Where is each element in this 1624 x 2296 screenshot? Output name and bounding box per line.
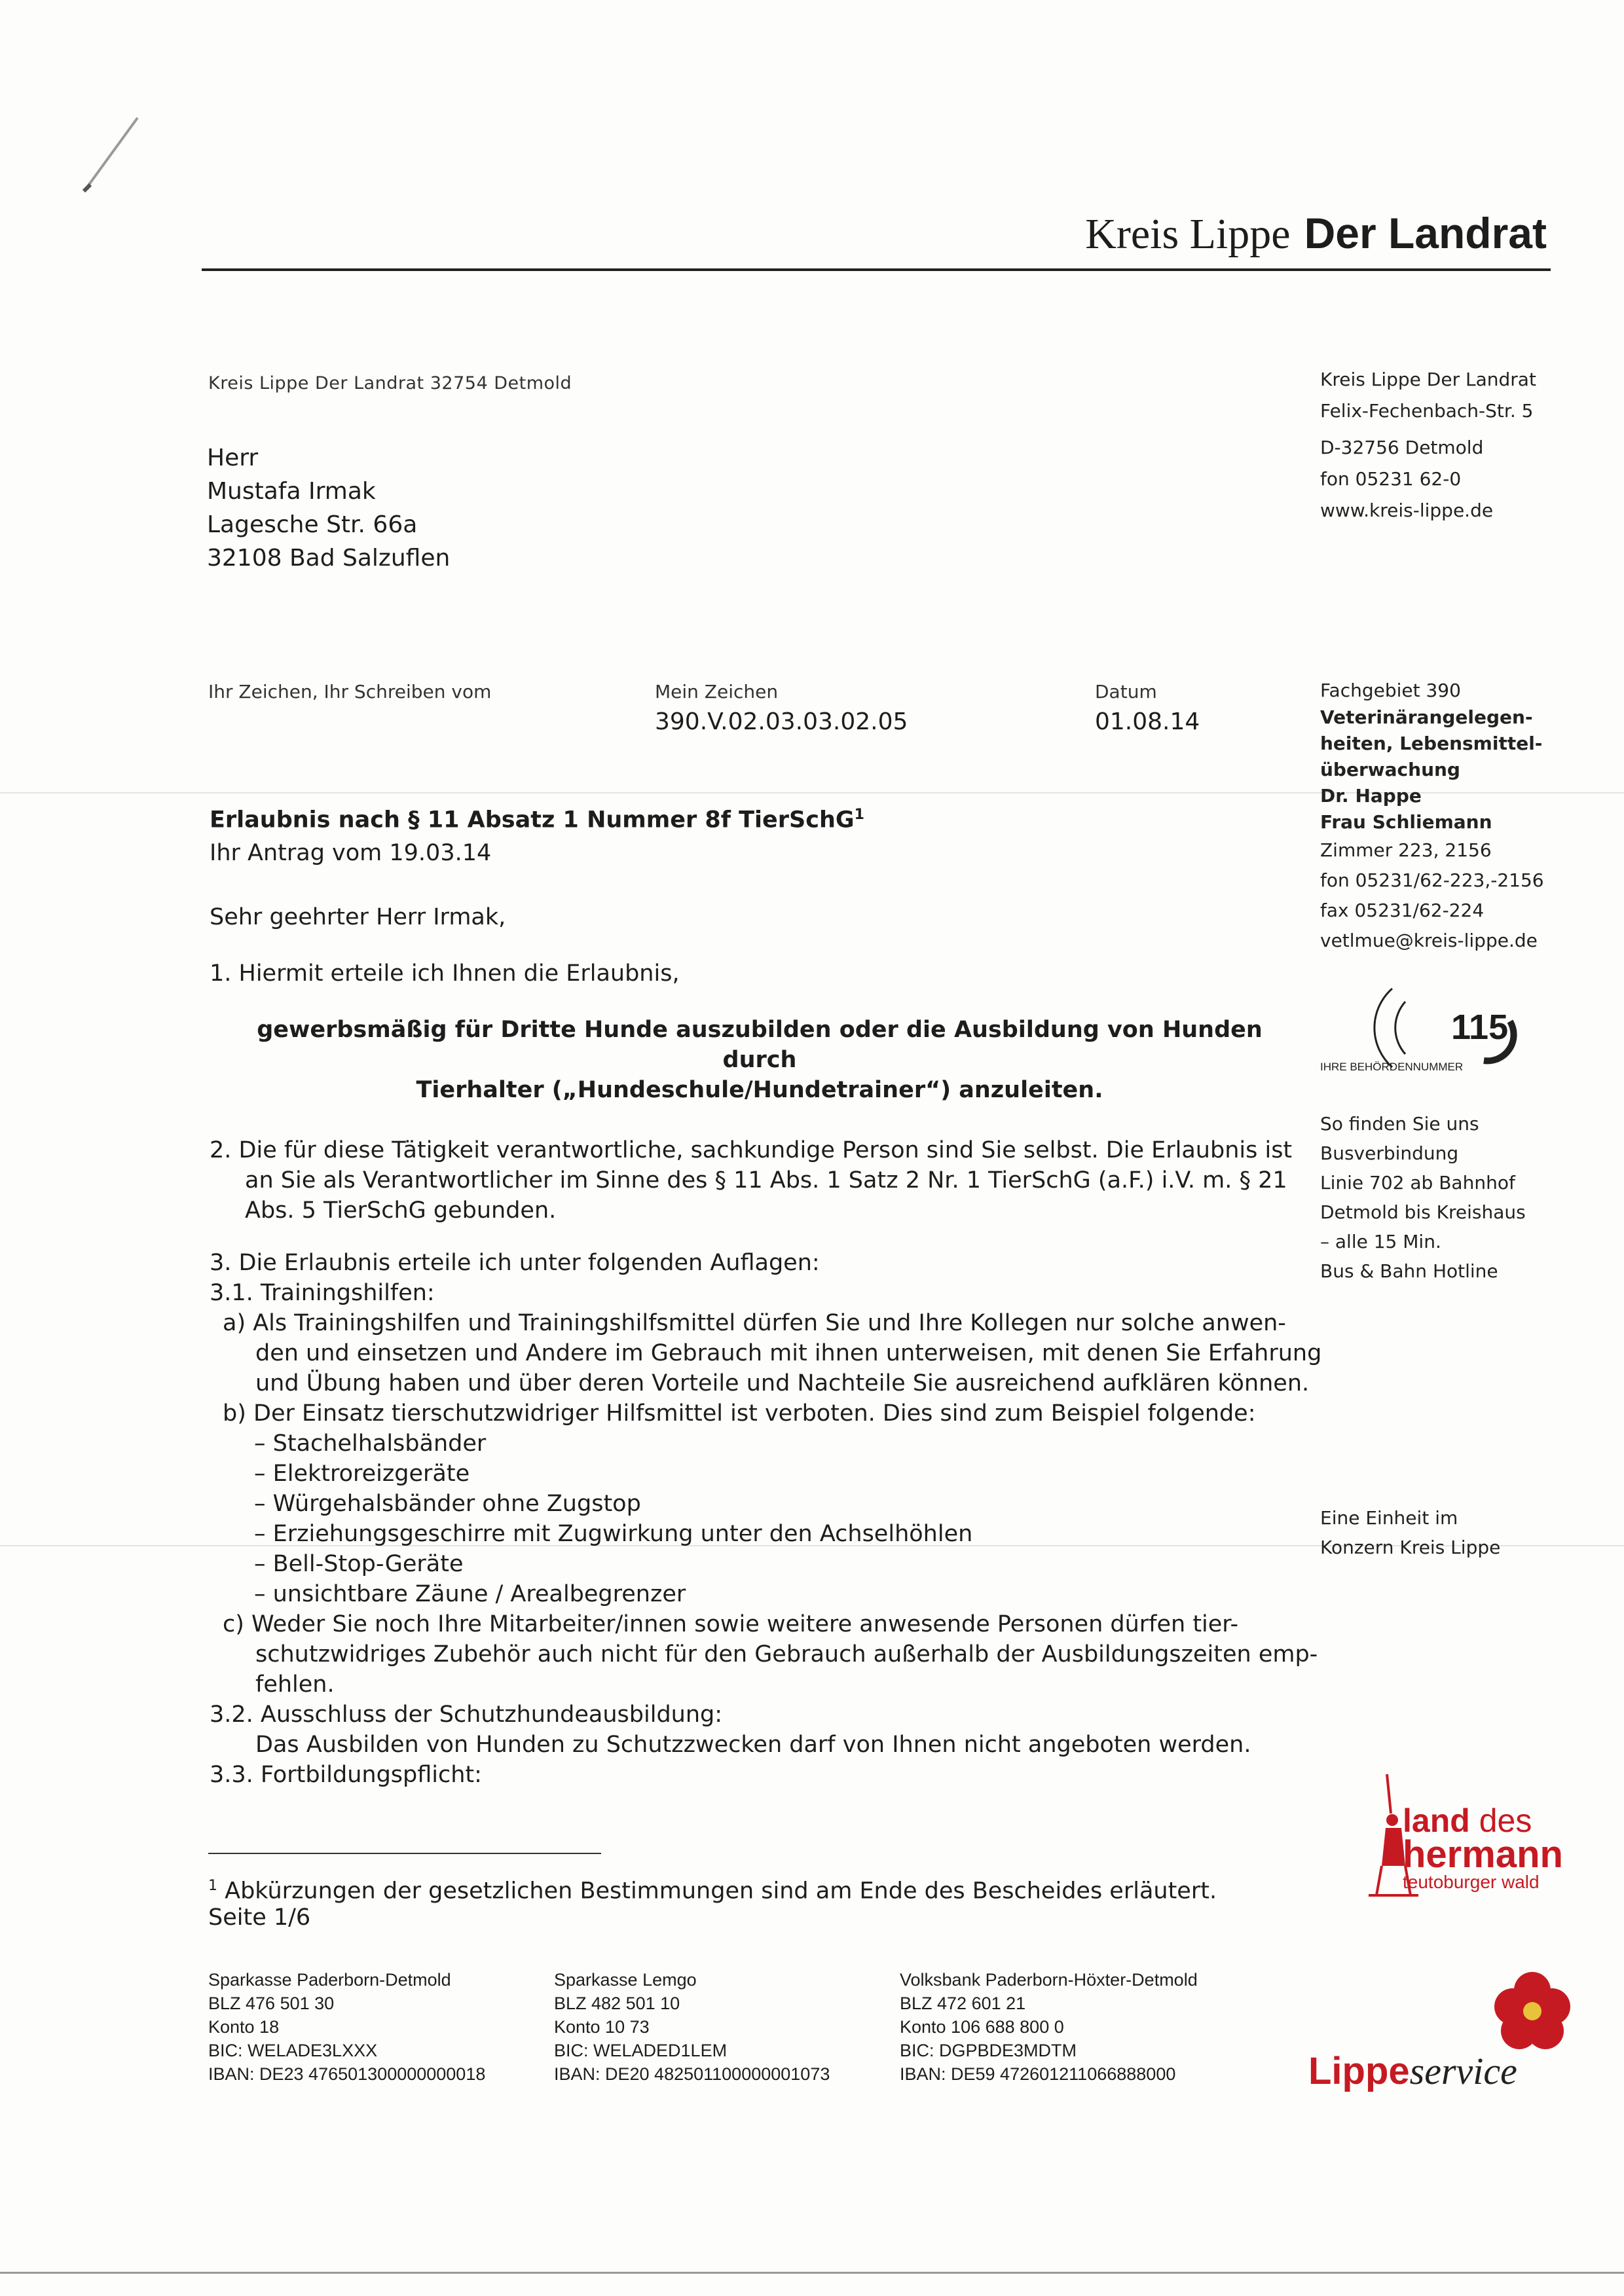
land-des-hermann-logo xyxy=(1362,1768,1572,1899)
paragraph-line: den und einsetzen und Andere im Gebrauch mit ihnen unterweisen, mit denen Sie Erfahrung xyxy=(255,1340,1322,1366)
my-ref-value: 390.V.02.03.03.02.05 xyxy=(655,708,908,735)
paragraph-line: an Sie als Verantwortlicher im Sinne des § 11 Abs. 1 Satz 2 Nr. 1 TierSchG (a.F.) i.V. m. § 21 xyxy=(245,1167,1287,1194)
my-ref-label: Mein Zeichen xyxy=(655,681,779,702)
date-label: Datum xyxy=(1095,681,1157,702)
directions-line: Busverbindung xyxy=(1320,1142,1459,1164)
paragraph-line: Abs. 5 TierSchG gebunden. xyxy=(245,1197,557,1224)
section-3-1-a xyxy=(223,1308,1321,1398)
bank-line: BLZ 482 501 10 xyxy=(554,1994,680,2013)
department-area: Fachgebiet 390 xyxy=(1320,680,1461,701)
paragraph-3: 3. Die Erlaubnis erteile ich unter folgenden Auflagen: xyxy=(210,1250,820,1276)
footnote-rule xyxy=(208,1853,601,1854)
forbidden-devices-list xyxy=(254,1429,972,1609)
bank-line: BIC: WELADED1LEM xyxy=(554,2041,728,2060)
bank-sparkasse-lemgo xyxy=(554,1968,830,2086)
section-3-2 xyxy=(210,1700,1251,1760)
org-name: Kreis Lippe xyxy=(1085,210,1291,258)
recipient-line: Herr xyxy=(207,445,259,471)
paragraph-line: Das Ausbilden von Hunden zu Schutzzwecken darf von Ihnen nicht angeboten werden. xyxy=(255,1732,1251,1758)
bank-sparkasse-paderborn xyxy=(208,1968,485,2086)
bank-line: BLZ 472 601 21 xyxy=(900,1994,1026,2013)
website-link[interactable]: www.kreis-lippe.de xyxy=(1320,500,1494,521)
footnote-ref: 1 xyxy=(854,807,864,823)
footnote xyxy=(208,1871,1217,1906)
salutation: Sehr geehrter Herr Irmak, xyxy=(210,904,506,930)
paragraph-2 xyxy=(210,1135,1292,1226)
department-name: Veterinärangelegen- xyxy=(1320,706,1533,728)
bank-line: IBAN: DE23 476501300000000018 xyxy=(208,2064,486,2084)
email-link[interactable]: vetlmue@kreis-lippe.de xyxy=(1320,930,1538,951)
footnote-text: Abkürzungen der gesetzlichen Bestimmungen sind am Ende des Bescheides erläutert. xyxy=(225,1878,1217,1904)
contact-name: Frau Schliemann xyxy=(1320,811,1492,833)
directions-block xyxy=(1320,1109,1526,1286)
permission-line: gewerbsmäßig für Dritte Hunde auszubilden oder die Ausbildung von Hunden durch xyxy=(257,1017,1263,1073)
bank-line: BLZ 476 501 30 xyxy=(208,1994,335,2013)
recipient-line: Lagesche Str. 66a xyxy=(207,511,418,538)
logo-word: des xyxy=(1479,1802,1532,1839)
list-item: – Stachelhalsbänder xyxy=(254,1430,487,1457)
bank-line: Konto 10 73 xyxy=(554,2017,650,2037)
sidebar-address xyxy=(1320,364,1536,526)
bank-line: Sparkasse Lemgo xyxy=(554,1970,697,1990)
section-3-1-c xyxy=(223,1609,1318,1700)
paragraph-line: 2. Die für diese Tätigkeit verantwortliche, sachkundige Person sind Sie selbst. Die Erlaubnis ist xyxy=(210,1137,1293,1163)
bank-line: Konto 18 xyxy=(208,2017,280,2037)
badge-number: 115 xyxy=(1451,1008,1509,1047)
address-line: Kreis Lippe Der Landrat xyxy=(1320,369,1536,390)
page-number: Seite 1/6 xyxy=(208,1904,311,1931)
directions-line: So finden Sie uns xyxy=(1320,1113,1479,1135)
permission-line: Tierhalter („Hundeschule/Hundetrainer“) anzuleiten. xyxy=(416,1077,1103,1103)
paragraph-line: 3.2. Ausschluss der Schutzhundeausbildung: xyxy=(210,1702,723,1728)
fax: fax 05231/62-224 xyxy=(1320,900,1485,921)
logo-word: land xyxy=(1403,1802,1470,1839)
logo-tagline: teutoburger wald xyxy=(1403,1872,1540,1892)
paragraph-line: c) Weder Sie noch Ihre Mitarbeiter/innen sowie weitere anwesende Personen dürfen tier- xyxy=(223,1611,1239,1637)
letterhead-subtitle: Der Landrat xyxy=(1304,209,1547,257)
letterhead-title xyxy=(1085,208,1547,259)
bank-line: Sparkasse Paderborn-Detmold xyxy=(208,1970,451,1990)
paragraph-1: 1. Hiermit erteile ich Ihnen die Erlaubnis, xyxy=(210,960,680,987)
subject-text: Erlaubnis nach § 11 Absatz 1 Nummer 8f TierSchG xyxy=(210,807,855,833)
list-item: – Bell-Stop-Geräte xyxy=(254,1551,464,1577)
concern-block xyxy=(1320,1503,1500,1562)
address-line: Felix-Fechenbach-Str. 5 xyxy=(1320,400,1534,422)
logo-word: hermann xyxy=(1403,1833,1563,1876)
department-name: überwachung xyxy=(1320,759,1460,780)
recipient-line: Mustafa Irmak xyxy=(207,478,376,505)
paragraph-line: schutzwidriges Zubehör auch nicht für den Gebrauch außerhalb der Ausbildungszeiten emp- xyxy=(255,1641,1318,1667)
department-name: heiten, Lebensmittel- xyxy=(1320,733,1543,754)
address-line: D-32756 Detmold xyxy=(1320,437,1484,458)
paragraph-line: und Übung haben und über deren Vorteile und Nachteile Sie ausreichend aufklären können. xyxy=(255,1370,1310,1396)
bank-line: Konto 106 688 800 0 xyxy=(900,2017,1064,2037)
directions-line: Linie 702 ab Bahnhof xyxy=(1320,1172,1515,1194)
paragraph-line: a) Als Trainingshilfen und Trainingshilfsmittel dürfen Sie und Ihre Kollegen nur solche anwen- xyxy=(223,1310,1286,1336)
paragraph-line: fehlen. xyxy=(255,1671,335,1698)
date-value: 01.08.14 xyxy=(1095,708,1200,735)
list-item: – Erziehungsgeschirre mit Zugwirkung unter den Achselhöhlen xyxy=(254,1521,973,1547)
permission-text xyxy=(236,1015,1283,1105)
list-item: – Elektroreizgeräte xyxy=(254,1461,470,1487)
sender-line: Kreis Lippe Der Landrat 32754 Detmold xyxy=(208,373,572,393)
section-3-1-b: b) Der Einsatz tierschutzwidriger Hilfsmittel ist verboten. Dies sind zum Beispiel folgende: xyxy=(223,1400,1256,1427)
fold-line xyxy=(0,2272,1624,2274)
list-item: – unsichtbare Zäune / Arealbegrenzer xyxy=(254,1581,686,1607)
room: Zimmer 223, 2156 xyxy=(1320,839,1492,861)
directions-line: – alle 15 Min. xyxy=(1320,1231,1441,1252)
your-ref-label: Ihr Zeichen, Ihr Schreiben vom xyxy=(208,681,492,702)
address-line: fon 05231 62-0 xyxy=(1320,468,1462,490)
bank-volksbank xyxy=(900,1968,1198,2086)
bank-line: Volksbank Paderborn-Höxter-Detmold xyxy=(900,1970,1198,1990)
recipient-line: 32108 Bad Salzuflen xyxy=(207,545,451,572)
application-date: Ihr Antrag vom 19.03.14 xyxy=(210,840,492,866)
section-3-3: 3.3. Fortbildungspflicht: xyxy=(210,1762,482,1788)
authority-number-badge xyxy=(1320,975,1543,1080)
badge-caption: IHRE BEHÖRDENNUMMER xyxy=(1320,1061,1464,1073)
pencil-mark xyxy=(72,111,144,203)
footnote-number: 1 xyxy=(208,1878,217,1894)
section-3-1: 3.1. Trainingshilfen: xyxy=(210,1280,435,1306)
list-item: – Würgehalsbänder ohne Zugstop xyxy=(254,1491,641,1517)
logo-word: Lippe xyxy=(1308,2050,1410,2092)
directions-line: Detmold bis Kreishaus xyxy=(1320,1201,1526,1223)
recipient-address xyxy=(207,441,450,575)
bank-line: BIC: WELADE3LXXX xyxy=(208,2041,378,2060)
concern-line: Eine Einheit im xyxy=(1320,1507,1458,1529)
logo-word: service xyxy=(1409,2050,1517,2092)
lippeservice-logo xyxy=(1308,2049,1517,2093)
contact-name: Dr. Happe xyxy=(1320,785,1422,807)
header-rule xyxy=(202,268,1551,271)
rose-icon xyxy=(1486,1971,1578,2056)
bank-line: IBAN: DE59 472601211066888000 xyxy=(900,2064,1176,2084)
bank-line: BIC: DGPBDE3MDTM xyxy=(900,2041,1077,2060)
directions-line: Bus & Bahn Hotline xyxy=(1320,1260,1498,1282)
phone: fon 05231/62-223,-2156 xyxy=(1320,869,1544,891)
bank-line: IBAN: DE20 482501100000001073 xyxy=(554,2064,830,2084)
subject-title xyxy=(210,807,864,833)
concern-line: Konzern Kreis Lippe xyxy=(1320,1537,1501,1558)
logo-text xyxy=(1403,1804,1563,1892)
department-block xyxy=(1320,677,1544,956)
